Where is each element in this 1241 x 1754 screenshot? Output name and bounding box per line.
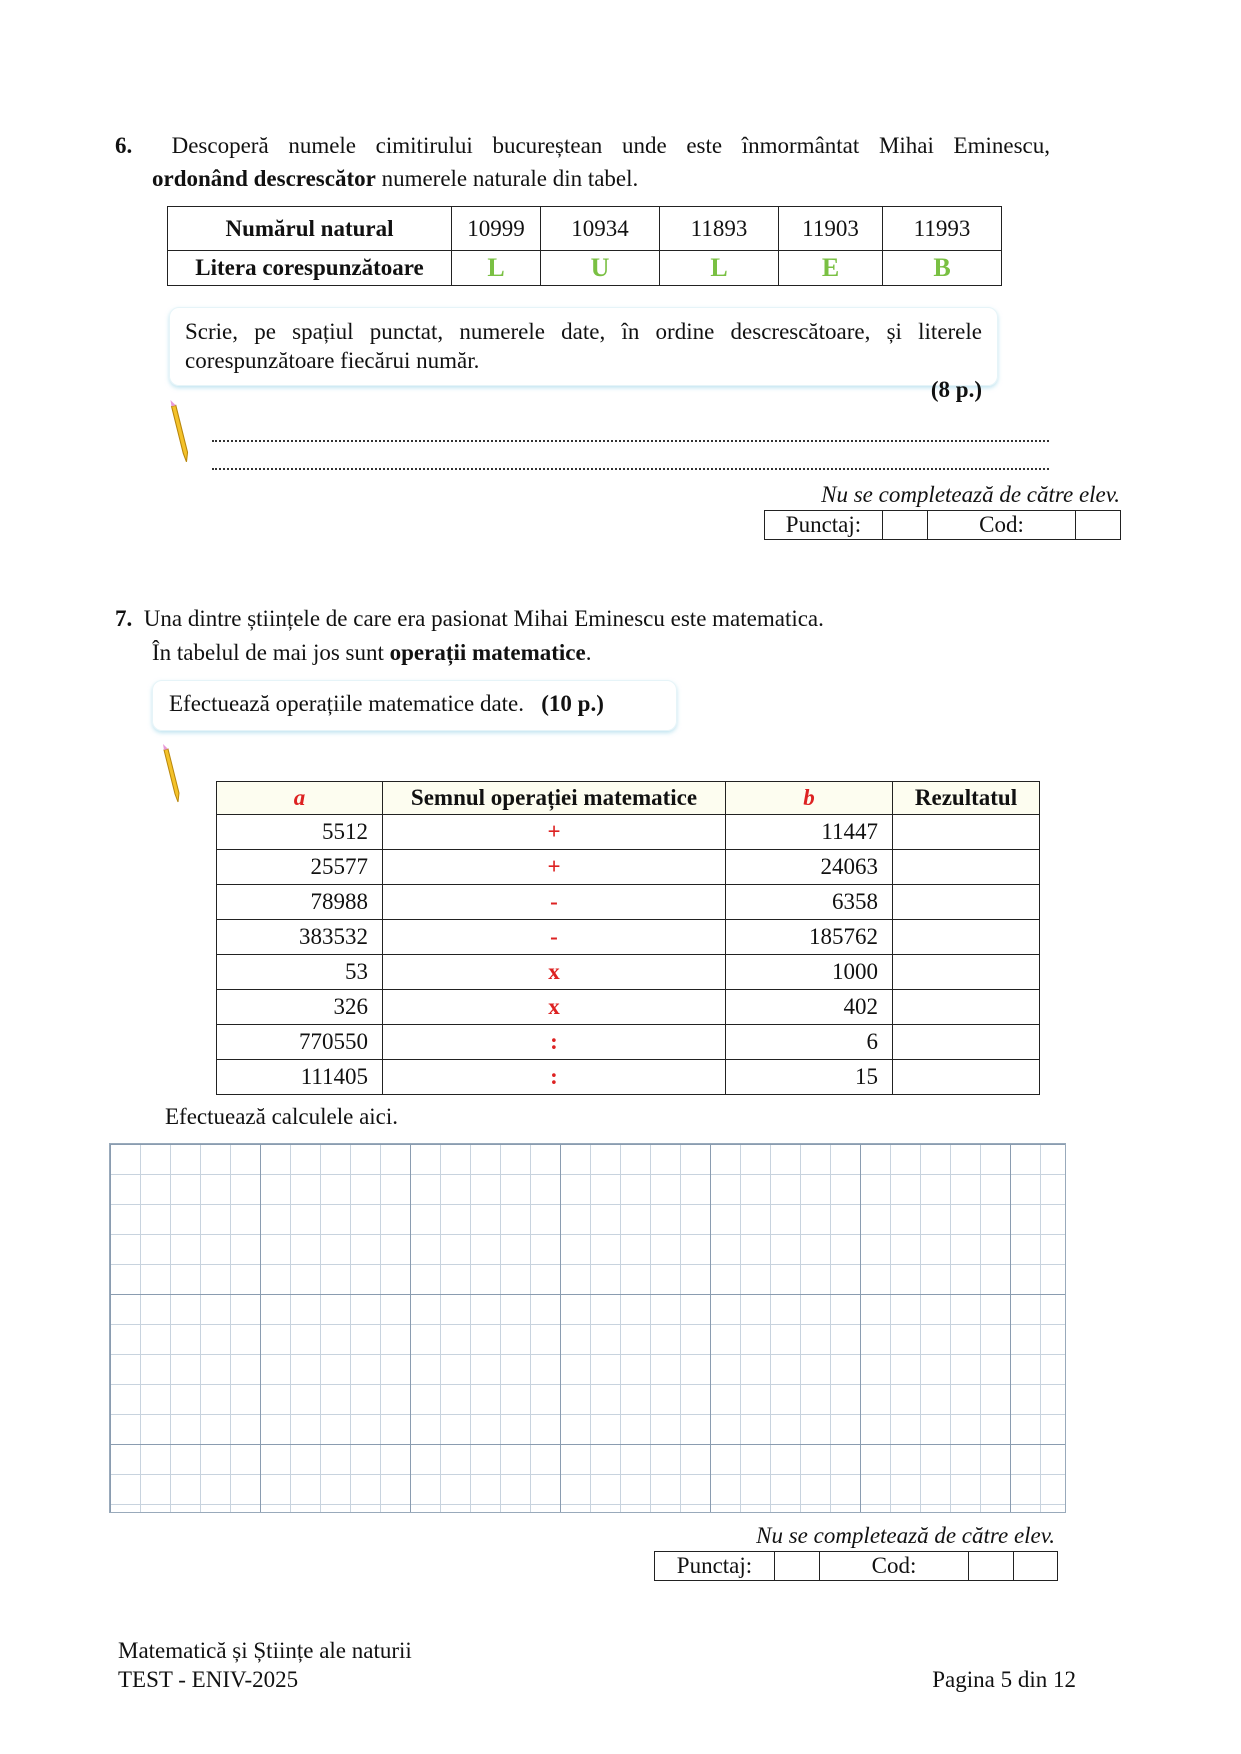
result-cell[interactable] (893, 955, 1040, 990)
operations-table (216, 781, 1040, 1095)
letter-cell: E (779, 251, 883, 286)
table-row (217, 850, 1040, 885)
code-cell (1014, 1552, 1057, 1580)
operator-cell: x (383, 955, 726, 990)
b-cell: 6358 (726, 885, 893, 920)
table-row (217, 955, 1040, 990)
letter-cell: U (541, 251, 660, 286)
a-cell: 383532 (217, 920, 383, 955)
header-sign: Semnul operației matematice (383, 782, 726, 815)
number-cell: 10934 (541, 207, 660, 251)
operator-cell: : (383, 1025, 726, 1060)
answer-line[interactable] (212, 468, 1049, 470)
number-cell: 11893 (660, 207, 779, 251)
q6-line2: ordonând descrescător numerele naturale din tabel. (152, 166, 639, 191)
operator-cell: + (383, 850, 726, 885)
b-cell: 6 (726, 1025, 893, 1060)
letter-cell: L (660, 251, 779, 286)
number-cell: 10999 (452, 207, 541, 251)
a-cell: 326 (217, 990, 383, 1025)
operator-cell: : (383, 1060, 726, 1095)
q6-instruction-box (169, 307, 998, 402)
q7-line2: În tabelul de mai jos sunt operații matematice. (152, 640, 592, 665)
score-cell (883, 511, 928, 539)
b-cell: 15 (726, 1060, 893, 1095)
number-cell: 11993 (883, 207, 1002, 251)
score-label: Punctaj: (765, 511, 883, 539)
q7-line1: 7. Una dintre științele de care era pasionat Mihai Eminescu este matematica. (115, 606, 824, 631)
result-cell[interactable] (893, 1025, 1040, 1060)
a-cell: 53 (217, 955, 383, 990)
footer-subject: Matematică și Științe ale naturii (118, 1638, 412, 1663)
table-row (217, 1060, 1040, 1095)
header-b: b (726, 782, 893, 815)
score-box (764, 510, 1121, 540)
row-label: Numărul natural (168, 207, 452, 251)
table-row (217, 920, 1040, 955)
footer-page: Pagina 5 din 12 (932, 1667, 1076, 1692)
score-cell (775, 1552, 820, 1580)
operator-cell: - (383, 920, 726, 955)
result-cell[interactable] (893, 990, 1040, 1025)
b-cell: 24063 (726, 850, 893, 885)
a-cell: 770550 (217, 1025, 383, 1060)
work-label: Efectuează calculele aici. (165, 1104, 399, 1129)
score-note: Nu se completează de către elev. (756, 1523, 1055, 1548)
footer-test: TEST - ENIV-2025 (118, 1667, 299, 1692)
answer-line[interactable] (212, 440, 1049, 442)
numbers-letters-table (167, 206, 1002, 286)
row-label: Litera corespunzătoare (168, 251, 452, 286)
number-cell: 11903 (779, 207, 883, 251)
b-cell: 402 (726, 990, 893, 1025)
b-cell: 11447 (726, 815, 893, 850)
result-cell[interactable] (893, 1060, 1040, 1095)
b-cell: 1000 (726, 955, 893, 990)
a-cell: 25577 (217, 850, 383, 885)
pencil-icon (159, 744, 183, 804)
score-note: Nu se completează de către elev. (821, 482, 1120, 507)
a-cell: 111405 (217, 1060, 383, 1095)
b-cell: 185762 (726, 920, 893, 955)
code-cell (969, 1552, 1014, 1580)
operator-cell: + (383, 815, 726, 850)
result-cell[interactable] (893, 850, 1040, 885)
code-label: Cod: (820, 1552, 969, 1580)
result-cell[interactable] (893, 885, 1040, 920)
work-grid[interactable] (109, 1143, 1066, 1513)
result-cell[interactable] (893, 920, 1040, 955)
operator-cell: - (383, 885, 726, 920)
a-cell: 78988 (217, 885, 383, 920)
code-label: Cod: (928, 511, 1076, 539)
table-row (217, 990, 1040, 1025)
header-result: Rezultatul (893, 782, 1040, 815)
points: (8 p.) (930, 377, 982, 402)
score-box (654, 1551, 1058, 1581)
q7-instruction-box (152, 680, 677, 731)
code-cell (1076, 511, 1120, 539)
q6-line1: 6. Descoperă numele cimitirului bucureștean unde este înmormântat Mihai Eminescu, (115, 133, 1050, 158)
pencil-icon (167, 400, 191, 464)
letter-cell: L (452, 251, 541, 286)
instruction-text: Scrie, pe spațiul punctat, numerele date, în ordine descrescătoare, și literele corespunzătoare fiecărui număr. (185, 319, 982, 373)
table-row (217, 885, 1040, 920)
instruction-text: Efectuează operațiile matematice date. (169, 691, 524, 716)
table-row (217, 815, 1040, 850)
score-label: Punctaj: (655, 1552, 775, 1580)
operator-cell: x (383, 990, 726, 1025)
letter-cell: B (883, 251, 1002, 286)
points: (10 p.) (541, 691, 604, 716)
a-cell: 5512 (217, 815, 383, 850)
table-row (217, 1025, 1040, 1060)
result-cell[interactable] (893, 815, 1040, 850)
header-a: a (217, 782, 383, 815)
